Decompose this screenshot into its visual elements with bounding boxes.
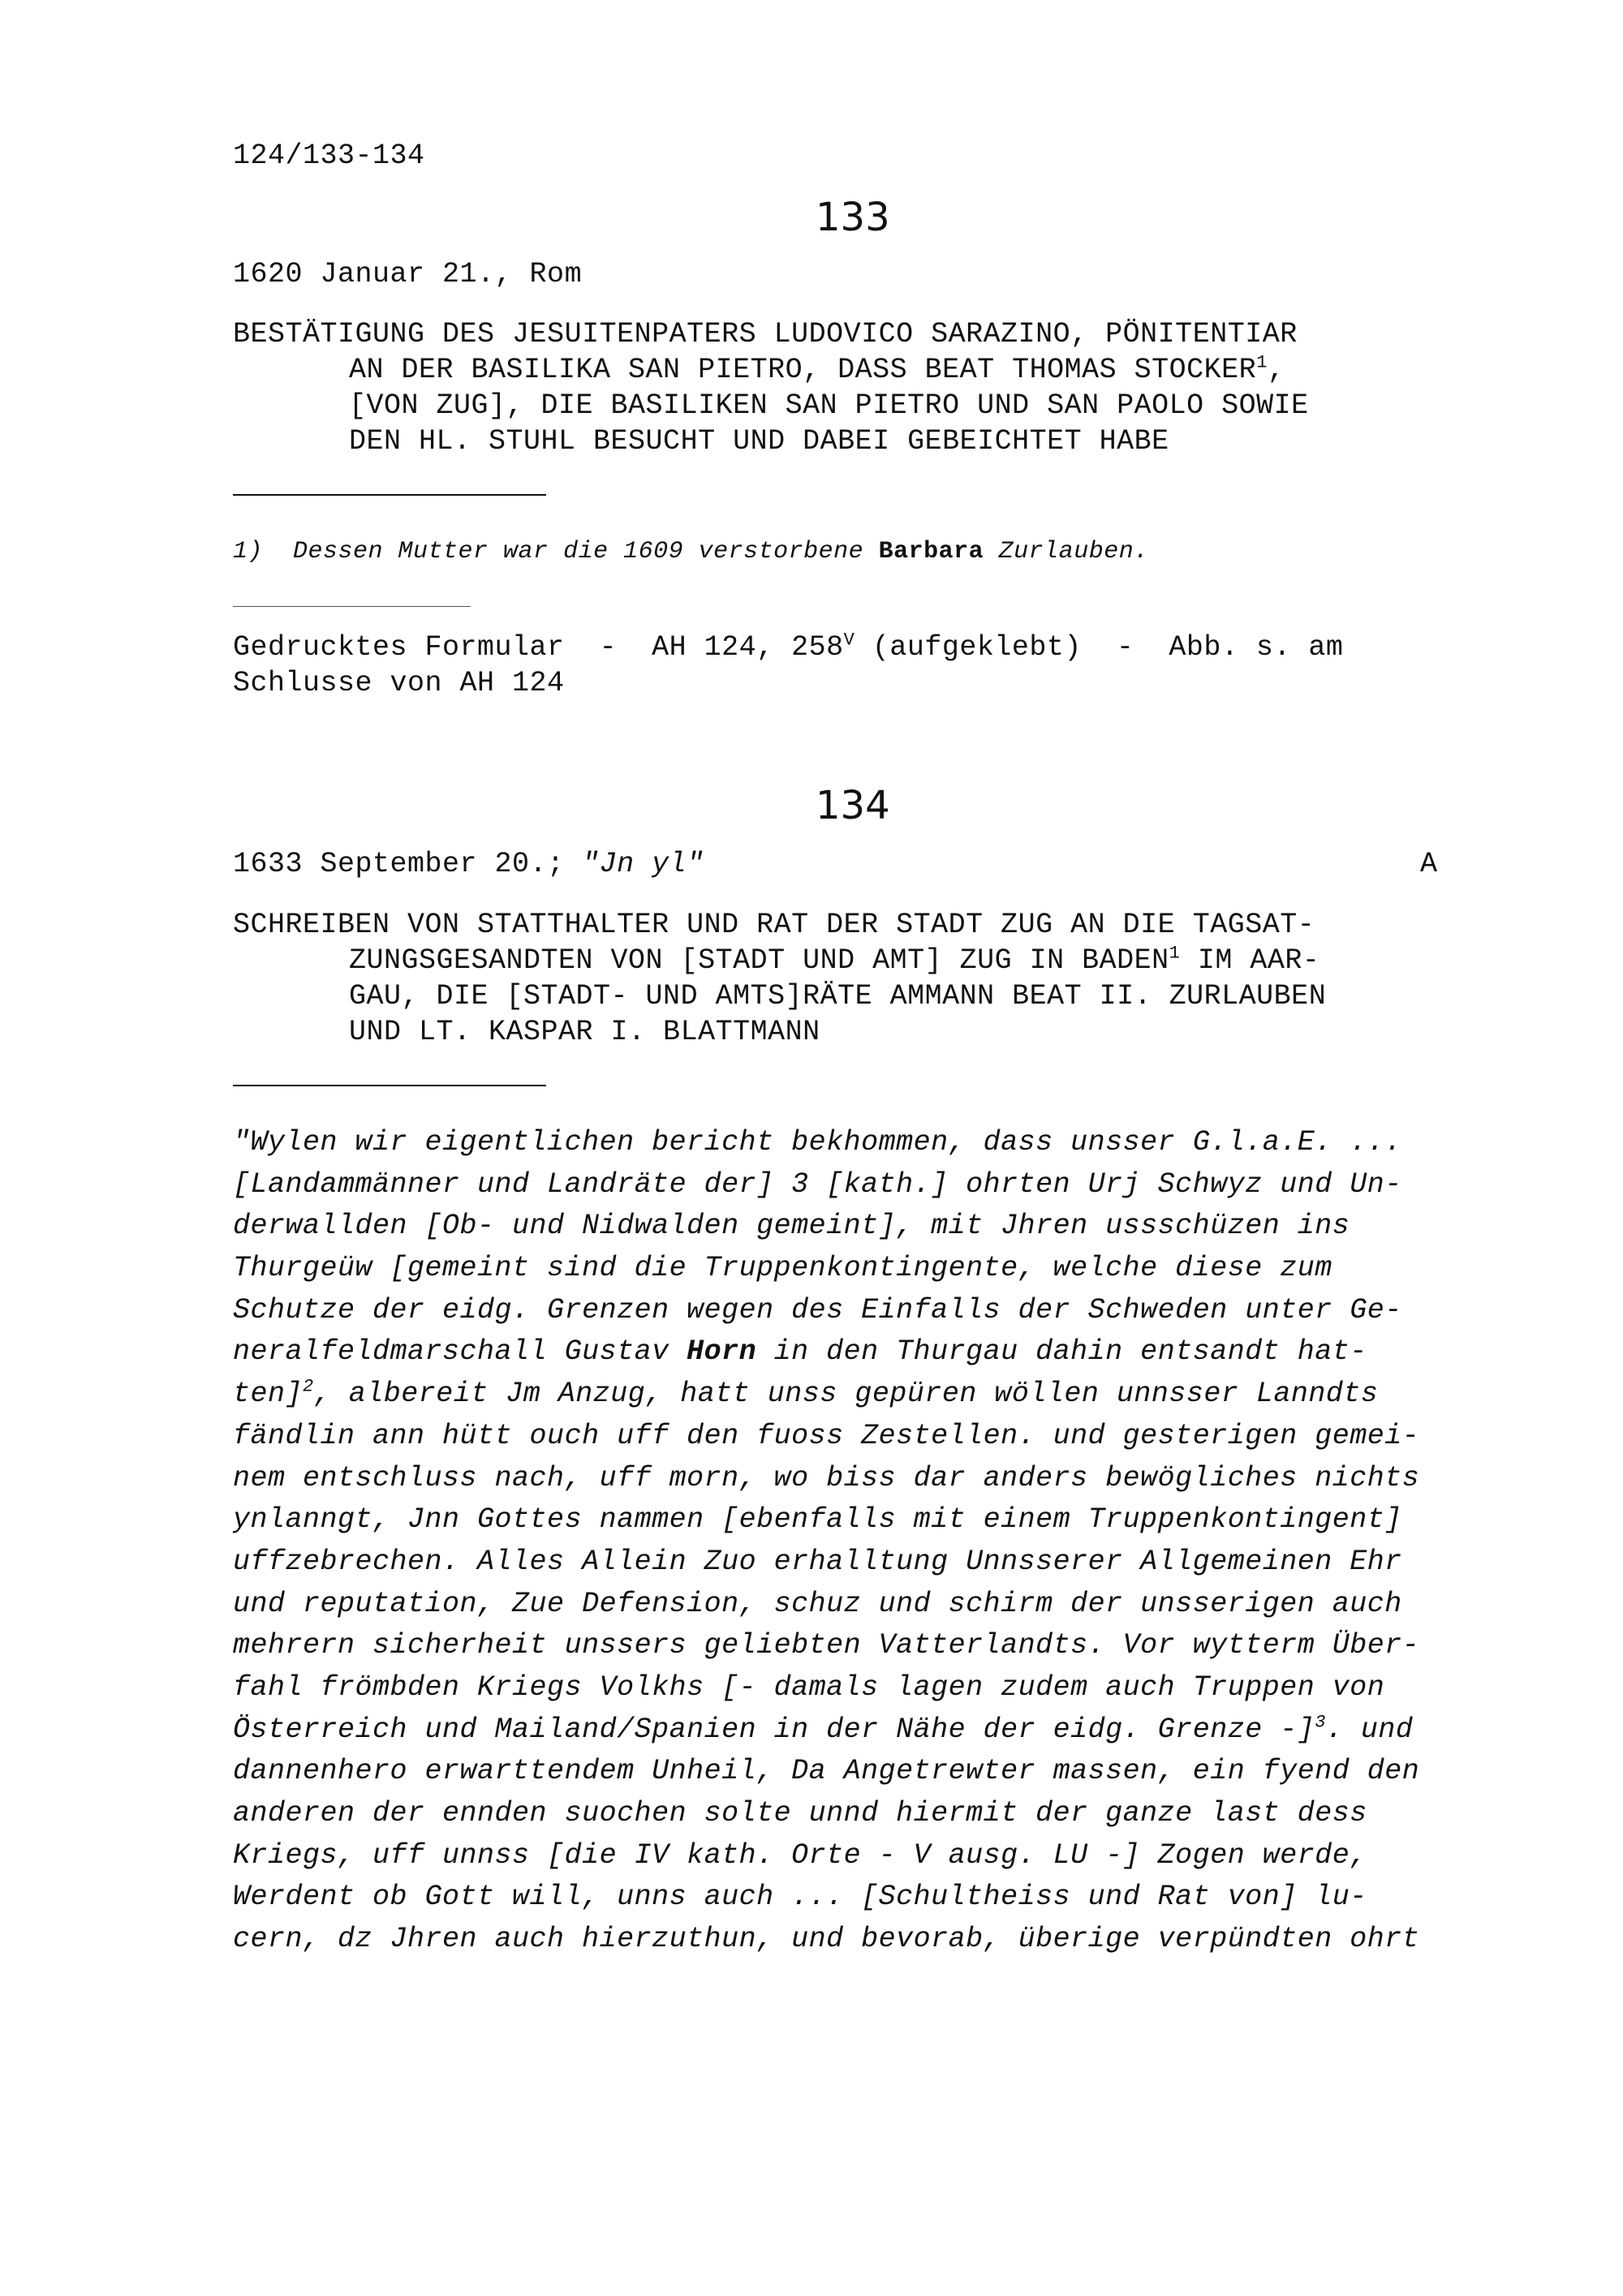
source-line: Gedrucktes Formular - AH 124, $258^V$ (aufgeklebt) - Abb. s. am bbox=[233, 630, 1344, 664]
body-line: fahl frömbden Kriegs Volkhs [- damals lagen zudem auch Truppen von bbox=[233, 1670, 1385, 1704]
body-line: Österreich und Mailand/Spanien in der Nähe der eidg. Grenze -]$^3$. und bbox=[233, 1711, 1414, 1746]
body-line: Kriegs, uff unnss [die IV kath. Orte - V ausg. LU -] Zogen werde, bbox=[233, 1838, 1367, 1872]
body-line: [Landammänner und Landräte der] 3 [kath.] ohrten Urj Schwyz und Un- bbox=[233, 1167, 1402, 1201]
body-line: Schutze der eidg. Grenzen wegen des Einfalls der Schweden unter Ge- bbox=[233, 1293, 1402, 1326]
title-line: DEN HL. STUHL BESUCHT UND DABEI GEBEICHTET HABE bbox=[349, 425, 1169, 458]
document-134-date-place: 1633 September 20.; "Jn yl" bbox=[233, 848, 704, 880]
body-line: uffzebrechen. Alles Allein Zuo erhalltung Unnsserer Allgemeinen Ehr bbox=[233, 1545, 1402, 1578]
body-line: cern, dz Jhren auch hierzuthun, und bevorab, überige verpündten ohrt bbox=[233, 1923, 1420, 1956]
body-divider bbox=[233, 1085, 546, 1086]
footnote-divider bbox=[233, 494, 546, 496]
body-line: neralfeldmarschall Gustav Horn in den Thurgau dahin entsandt hat- bbox=[233, 1335, 1367, 1369]
title-line: [VON ZUG], DIE BASILIKEN SAN PIETRO UND SAN PAOLO SOWIE bbox=[349, 389, 1309, 422]
body-line: Thurgeüw [gemeint sind die Truppenkontingente, welche diese zum bbox=[233, 1252, 1332, 1285]
document-134-mark: A bbox=[1420, 848, 1438, 880]
document-134-body-text bbox=[233, 1122, 1499, 1961]
body-line: mehrern sicherheit unssers geliebten Vatterlandts. Vor wytterm Über- bbox=[233, 1629, 1420, 1662]
body-line: dannenhero erwarttendem Unheil, Da Angetrewter massen, ein fyend den bbox=[233, 1755, 1420, 1788]
body-line: Werdent ob Gott will, unns auch ... [Schultheiss und Rat von] lu- bbox=[233, 1881, 1367, 1914]
title-line: ZUNGSGESANDTEN VON [STADT UND AMT] ZUG IN BADEN$^1$ IM AAR- bbox=[349, 943, 1320, 977]
body-line: und reputation, Zue Defension, schuz und schirm der unsserigen auch bbox=[233, 1587, 1402, 1620]
footnote-marker: 1 bbox=[1169, 943, 1181, 964]
footnote-marker: 1 bbox=[1256, 352, 1268, 373]
document-number-134: 134 bbox=[816, 783, 890, 828]
document-133-date-place: 1620 Januar 21., Rom bbox=[233, 258, 583, 290]
title-line: UND LT. KASPAR I. BLATTMANN bbox=[349, 1016, 820, 1048]
body-line: nem entschluss nach, uff morn, wo biss dar anders bewögliches nichts bbox=[233, 1461, 1420, 1494]
source-line: Schlusse von AH 124 bbox=[233, 667, 565, 699]
title-line: BESTÄTIGUNG DES JESUITENPATERS LUDOVICO SARAZINO, PÖNITENTIAR bbox=[233, 318, 1298, 350]
body-line: fändlin ann hütt ouch uff den fuoss Zestellen. und gesterigen gemei- bbox=[233, 1419, 1420, 1452]
title-line: SCHREIBEN VON STATTHALTER UND RAT DER STADT ZUG AN DIE TAGSAT- bbox=[233, 909, 1315, 941]
document-133-source bbox=[233, 630, 1343, 701]
footnote-1: 1) Dessen Mutter war die 1609 verstorbene Barbara Zurlauben. bbox=[233, 538, 1149, 565]
body-line: ynlanngt, Jnn Gottes nammen [ebenfalls mit einem Truppenkontingent] bbox=[233, 1503, 1402, 1537]
body-line: "Wylen wir eigentlichen bericht bekhommen, dass unsser G.l.a.E. ... bbox=[233, 1126, 1402, 1159]
document-134-title bbox=[233, 907, 1466, 1050]
title-line: AN DER BASILIKA SAN PIETRO, DASS BEAT THOMAS STOCKER$^1$, bbox=[349, 352, 1285, 386]
body-line: anderen der ennden suochen solte unnd hiermit der ganze last dess bbox=[233, 1797, 1367, 1829]
document-133-title bbox=[233, 316, 1466, 459]
document-number-133: 133 bbox=[816, 195, 890, 240]
source-divider bbox=[233, 606, 471, 607]
title-line: GAU, DIE [STADT- UND AMTS]RÄTE AMMANN BEAT II. ZURLAUBEN bbox=[349, 980, 1327, 1013]
page-reference: 124/133-134 bbox=[233, 140, 425, 172]
body-line: ten]$^2$, albereit Jm Anzug, hatt unss gepüren wöllen unnsser Lanndts bbox=[233, 1376, 1379, 1411]
body-line: derwallden [Ob- und Nidwalden gemeint], mit Jhren ussschüzen ins bbox=[233, 1210, 1350, 1243]
